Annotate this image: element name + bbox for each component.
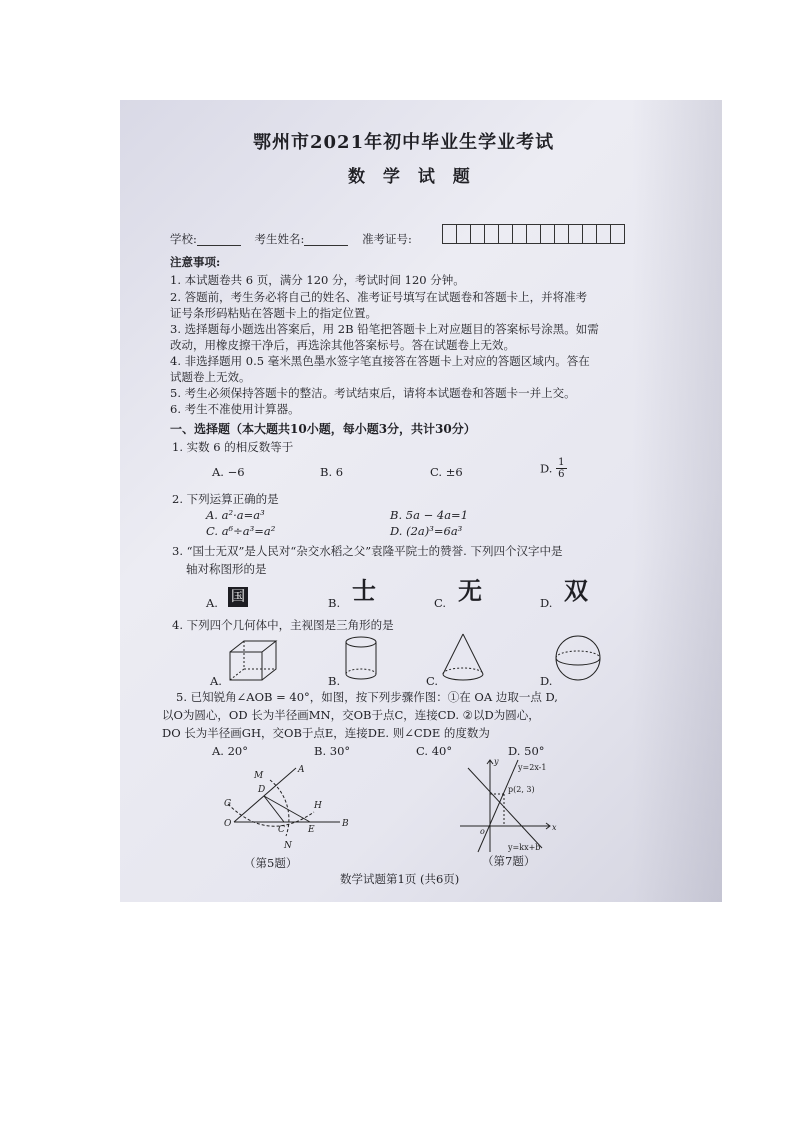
q5-line-2: 以O为圆心，OD 长为半径画MN，交OB于点C，连接CD. ②以D为圆心，: [162, 708, 540, 722]
q5-line-1: 5. 已知锐角∠AOB = 40°，如图，按下列步骤作图：①在 OA 边取一点 D,: [176, 690, 558, 704]
label-A: A: [298, 765, 305, 775]
q2-option-b: B. 5a − 4a=1: [390, 508, 469, 522]
label-D: D: [258, 785, 266, 795]
note-5: 5. 考生必须保持答题卡的整洁。考试结束后，请将本试题卷和答题卡一并上交。: [170, 386, 576, 400]
note-2b: 证号条形码粘贴在答题卡上的指定位置。: [170, 306, 377, 320]
figure-7-caption: （第7题）: [482, 854, 536, 868]
page-footer: 数学试题第1页 (共6页): [340, 872, 460, 886]
q3-stem-1: 3. “国士无双”是人民对“杂交水稻之父”袁隆平院士的赞誉. 下列四个汉字中是: [172, 544, 563, 558]
fraction: $\frac{1}{6}$: [558, 457, 565, 480]
q4-stem: 4. 下列四个几何体中，主视图是三角形的是: [172, 618, 394, 632]
label-H: H: [314, 801, 322, 811]
notes-heading: 注意事项:: [170, 255, 221, 269]
note-4b: 试题卷上无效。: [170, 370, 251, 384]
line-2-label: y=kx+b: [508, 843, 541, 852]
label-N: N: [284, 841, 292, 851]
char-guo-stamp: 国: [228, 587, 248, 607]
exam-photo: [120, 100, 722, 902]
q4-option-b: B.: [328, 674, 341, 688]
figure-5-diagram: [218, 764, 358, 854]
axis-x-label: x: [552, 823, 557, 832]
q5-line-3: DO 长为半径画GH，交OB于点E，连接DE. 则∠CDE 的度数为: [162, 726, 490, 740]
q5-option-d: D. 50°: [508, 744, 545, 758]
cone-icon: [440, 632, 486, 682]
point-p-label: p(2, 3): [508, 785, 535, 794]
q5-option-b: B. 30°: [314, 744, 351, 758]
line-1-label: y=2x-1: [518, 763, 547, 772]
figure-5-caption: （第5题）: [244, 856, 298, 870]
label-E: E: [308, 825, 315, 835]
label-C: C: [278, 825, 285, 835]
candidate-info: [170, 232, 412, 246]
char-shuang: 双: [564, 577, 588, 605]
q1-stem: 1. 实数 6 的相反数等于: [172, 440, 294, 454]
note-4: 4. 非选择题用 0.5 毫米黑色墨水签字笔直接答在答题卡上对应的答题区域内。答在: [170, 354, 590, 368]
q4-option-d: D.: [540, 674, 553, 688]
label-M: M: [254, 771, 264, 781]
q2-option-a: A. a²·a=a³: [206, 508, 265, 522]
name-blank: [304, 233, 348, 246]
q1-option-d: D. $\frac{1}{6}$: [540, 457, 565, 480]
q3-stem-2: 轴对称图形的是: [186, 562, 267, 576]
q3-option-b: B.: [328, 596, 341, 610]
id-number-boxes: [443, 224, 625, 244]
note-1: 1. 本试题卷共 6 页，满分 120 分，考试时间 120 分钟。: [170, 273, 465, 287]
q1-option-c: C. ±6: [430, 465, 463, 479]
char-wu: 无: [458, 577, 482, 605]
q1-option-a: A. −6: [212, 465, 245, 479]
q3-option-a: A.: [206, 596, 218, 610]
q1-option-b: B. 6: [320, 465, 344, 479]
cylinder-icon: [344, 636, 378, 682]
q2-option-c: C. a⁶÷a³=a²: [206, 524, 276, 538]
section-heading: 一、选择题（本大题共10小题，每小题3分，共计30分）: [170, 422, 476, 436]
sphere-icon: [554, 634, 604, 684]
note-3: 3. 选择题每小题选出答案后，用 2B 铅笔把答题卡上对应题目的答案标号涂黑。如需: [170, 322, 599, 336]
q3-option-d: D.: [540, 596, 553, 610]
name-label: 考生姓名:: [254, 232, 305, 246]
label-B: B: [342, 819, 349, 829]
cube-icon: [228, 638, 280, 682]
paper-shadow: [632, 100, 722, 902]
school-label: 学校:: [170, 232, 197, 246]
q5-option-a: A. 20°: [212, 744, 248, 758]
q3-option-c: C.: [434, 596, 447, 610]
q5-option-c: C. 40°: [416, 744, 453, 758]
figure-7-graph: [456, 756, 560, 856]
id-label: 准考证号:: [362, 232, 412, 246]
school-blank: [197, 233, 241, 246]
q4-option-a: A.: [210, 674, 222, 688]
q2-option-d: D. (2a)³=6a³: [390, 524, 463, 538]
note-3b: 改动，用橡皮擦干净后，再选涂其他答案标号。答在试题卷上无效。: [170, 338, 515, 352]
exam-subject: 数 学 试 题: [348, 167, 476, 187]
label-G: G: [224, 799, 232, 809]
origin-label: o: [480, 827, 485, 836]
label-O: O: [224, 819, 232, 829]
q2-stem: 2. 下列运算正确的是: [172, 492, 279, 506]
q4-option-c: C.: [426, 674, 439, 688]
note-2: 2. 答题前，考生务必将自己的姓名、准考证号填写在试题卷和答题卡上，并将准考: [170, 290, 588, 304]
axis-y-label: y: [494, 757, 499, 766]
char-shi: 士: [352, 577, 376, 605]
exam-title: 鄂州市2021年初中毕业生学业考试: [253, 132, 555, 153]
note-6: 6. 考生不准使用计算器。: [170, 402, 300, 416]
